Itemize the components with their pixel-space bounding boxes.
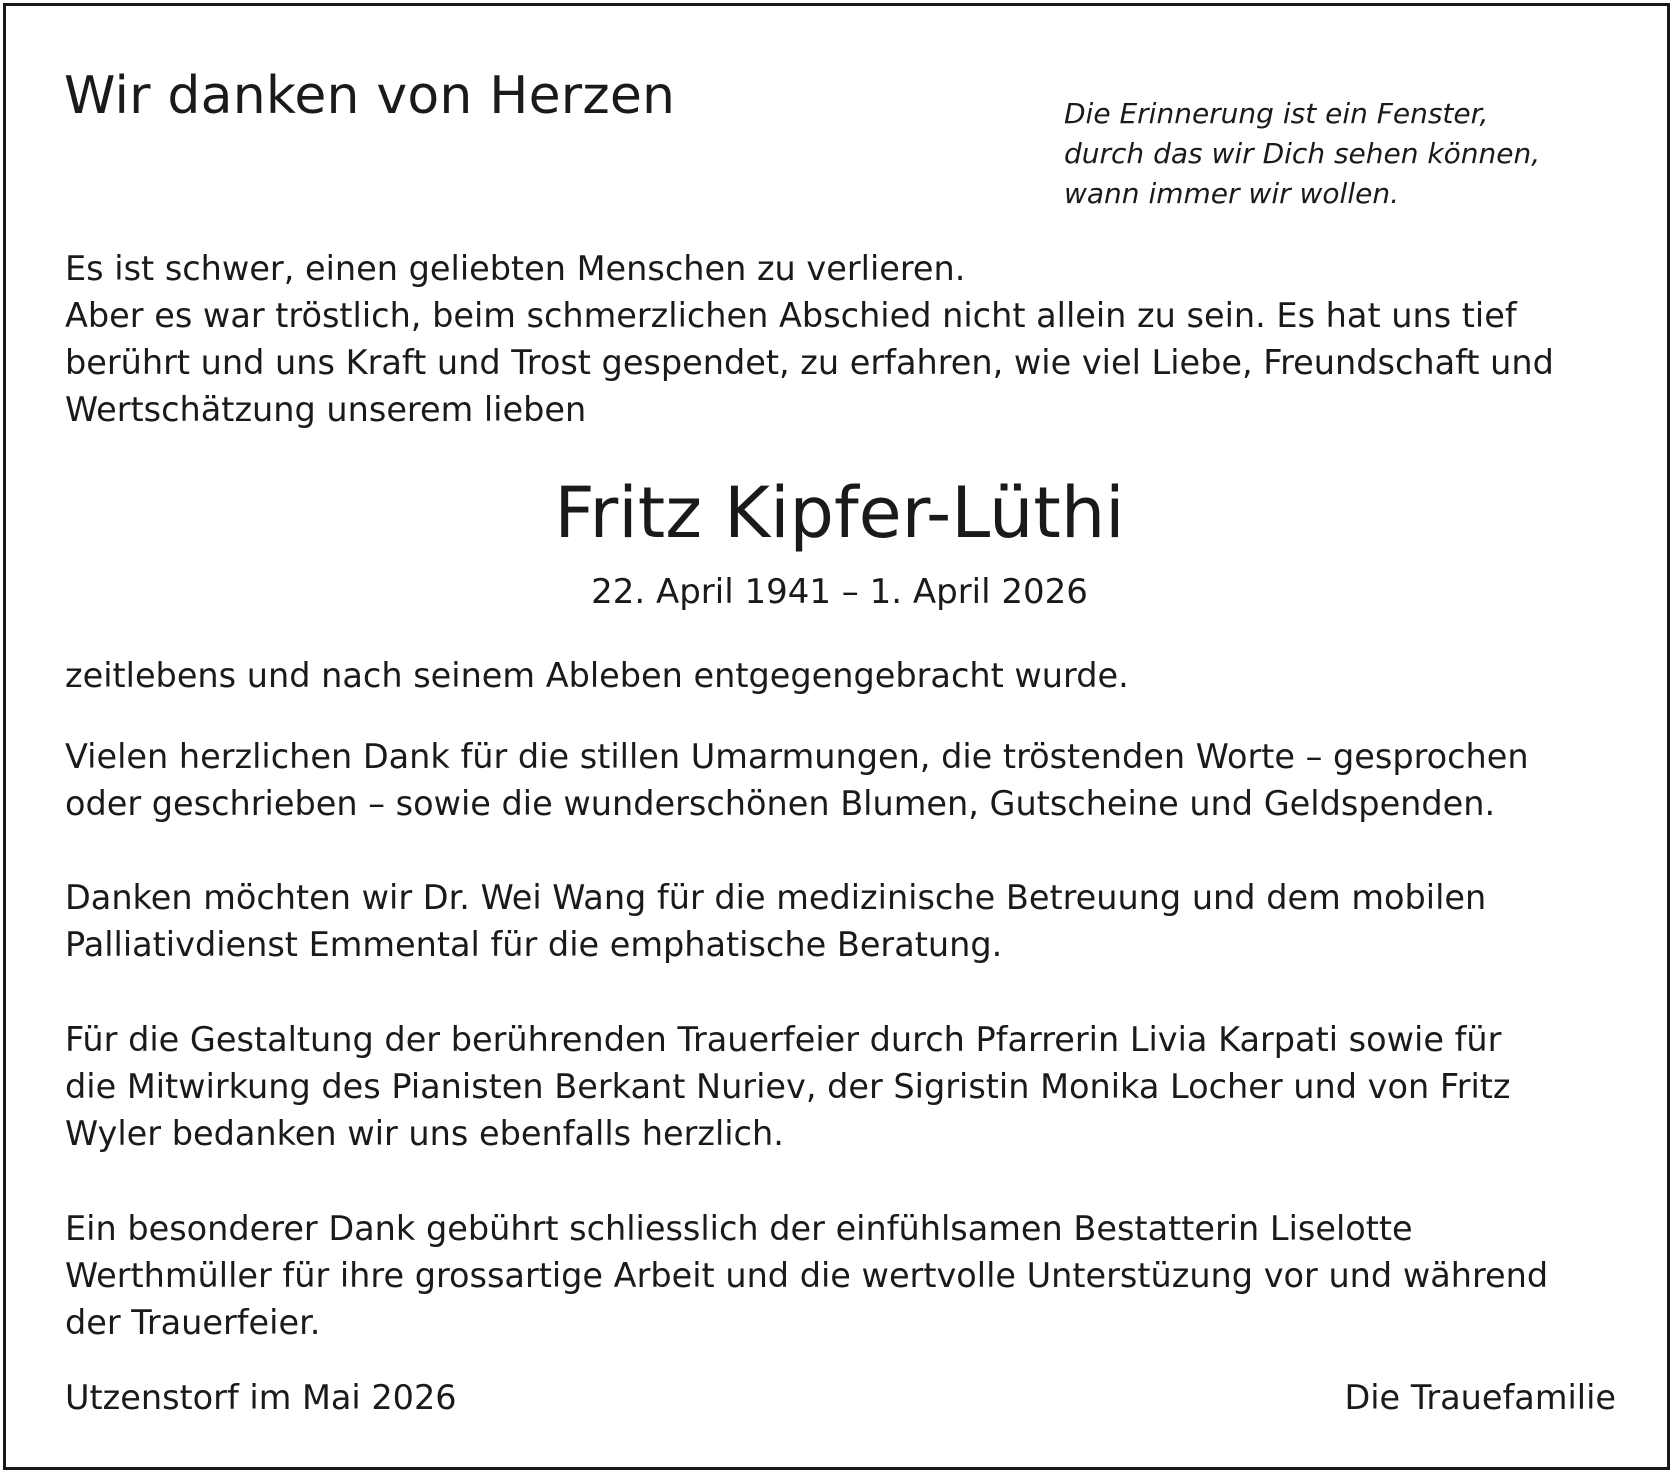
text-line: Werthmüller für ihre grossartige Arbeit und die wertvolle Unterstüzung vor und während <box>65 1256 1549 1295</box>
life-dates: 22. April 1941 – 1. April 2026 <box>591 572 1088 612</box>
text-line: Vielen herzlichen Dank für die stillen Umarmungen, die tröstenden Worte – gesprochen <box>65 737 1529 776</box>
text-line: berührt und uns Kraft und Trost gespendet, zu erfahren, wie viel Liebe, Freundschaft und <box>65 343 1554 382</box>
text-line: Danken möchten wir Dr. Wei Wang für die medizinische Betreuung und dem mobilen <box>65 878 1487 917</box>
text-line: Aber es war tröstlich, beim schmerzlichen Abschied nicht allein zu sein. Es hat uns tief <box>65 296 1517 335</box>
place-and-date: Utzenstorf im Mai 2026 <box>65 1378 457 1417</box>
text-line: Für die Gestaltung der berührenden Trauerfeier durch Pfarrerin Livia Karpati sowie für <box>65 1020 1502 1059</box>
family-signature: Die Trauefamilie <box>1344 1378 1616 1417</box>
memorial-quote <box>1064 94 1540 214</box>
quote-line: Die Erinnerung ist ein Fenster, <box>1064 97 1489 130</box>
quote-line: wann immer wir wollen. <box>1064 177 1399 210</box>
text-line: Wertschätzung unserem lieben <box>65 390 587 429</box>
thanks-paragraph-undertaker <box>65 1205 1625 1346</box>
text-line: Es ist schwer, einen geliebten Menschen zu verlieren. <box>65 249 966 288</box>
deceased-name: Fritz Kipfer-Lüthi <box>554 472 1125 554</box>
text-line: die Mitwirkung des Pianisten Berkant Nuriev, der Sigristin Monika Locher und von Fritz <box>65 1067 1511 1106</box>
text-line: zeitlebens und nach seinem Ableben entgegengebracht wurde. <box>65 656 1129 695</box>
text-line: der Trauerfeier. <box>65 1303 321 1342</box>
thanks-paragraph-medical <box>65 874 1625 968</box>
thanks-paragraph-condolences <box>65 733 1625 827</box>
text-line: Palliativdienst Emmental für die emphatische Beratung. <box>65 925 1003 964</box>
quote-line: durch das wir Dich sehen können, <box>1064 137 1541 170</box>
after-name-paragraph <box>65 652 1625 699</box>
thanks-paragraph-ceremony <box>65 1016 1625 1157</box>
text-line: Ein besonderer Dank gebührt schliesslich der einfühlsamen Bestatterin Liselotte <box>65 1209 1413 1248</box>
text-line: Wyler bedanken wir uns ebenfalls herzlich. <box>65 1114 784 1153</box>
notice-heading: Wir danken von Herzen <box>64 66 676 126</box>
text-line: oder geschrieben – sowie die wunderschönen Blumen, Gutscheine und Geldspenden. <box>65 784 1496 823</box>
intro-paragraph <box>65 245 1625 433</box>
